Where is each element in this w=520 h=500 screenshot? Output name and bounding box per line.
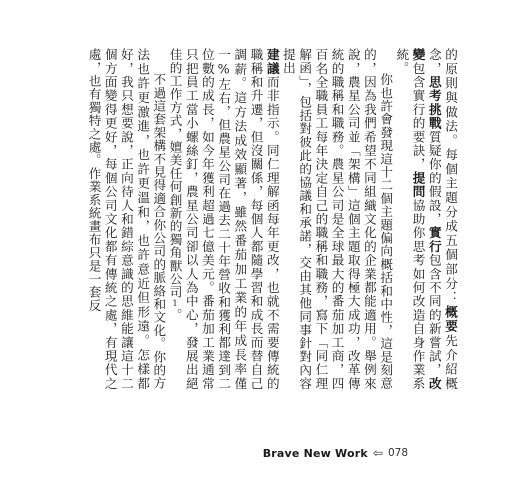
text-run: 質疑你的假設， xyxy=(426,130,442,227)
text-run: 協助你思考如何改造自身作業系統。 xyxy=(394,48,426,390)
page-footer xyxy=(263,446,408,460)
bold-term-change: 改變 xyxy=(410,48,442,390)
arrow-left-icon: ⇦ xyxy=(372,446,383,460)
bold-term-summary: 概要 xyxy=(443,305,458,334)
page-number: 078 xyxy=(387,447,408,459)
text-run: 而非指示。同仁理解函每年更改，也就不需要傳統的職稱和升遷，但沒關係，每個人都隨學習和成長而替自己調薪。這方法成效顯著，雖然番茄加工業的年成長率僅一%左右，但農星公司在過去二十年營收和獲利都達到二位數的成長，如今年獲利超過七億美元。番茄加工業通常只把員工當小螺絲釘，農星公司卻以人為中心，發展出絕佳的工作方式，嬗美任何創新的獨角獸公司 xyxy=(167,48,280,390)
bold-term-practice: 實行 xyxy=(426,226,442,254)
text-run: 先介紹概念， xyxy=(426,48,458,390)
book-title: Brave New Work xyxy=(262,446,368,460)
paragraph-2: 你也許會發現這十二個主題偏向概括和中性，這是刻意的，因為我們希望不同組織文化的企業都能適用。舉例來說，農星公司並「架構」這個主題取得極大成功，改革傳統的職稱和職務。農星公司是全球最大的番茄加工商，四百名全職員工每年決定自己的職稱和職務，寫下「同仁理解函」，包括對彼此的協議和承諾，交由其他同事針對內容提出 xyxy=(280,48,394,390)
text-run: 包含不同的新嘗試， xyxy=(426,253,442,377)
text-run: 包含實行的要訣， xyxy=(410,61,426,172)
footnote-marker: 1 xyxy=(170,298,180,309)
bold-term-thinking-challenge: 思考挑戰 xyxy=(426,75,442,131)
vertical-body-text xyxy=(69,48,458,390)
paragraph-4: 不過這套架構不見得適合你公司的脈絡和文化。你的方法也許更激進，也許更溫和，也許意近但形遠。怎樣都好，我只想要說，正向待人和錯綜意識的思維能讓這十二個方面變得更好，每個公司文化都有傳統之處，有現代之處，也有獨特之處。作業系統畫布只是一套反 xyxy=(86,48,167,390)
text-run: 。 xyxy=(167,308,183,322)
text-run: 的原則與做法。每個主題分成五個部分： xyxy=(443,48,458,306)
paragraph-1 xyxy=(393,48,458,390)
bold-term-question: 提問 xyxy=(410,171,426,199)
bold-term-suggestion: 建議 xyxy=(264,48,280,76)
paragraph-3 xyxy=(166,48,279,390)
